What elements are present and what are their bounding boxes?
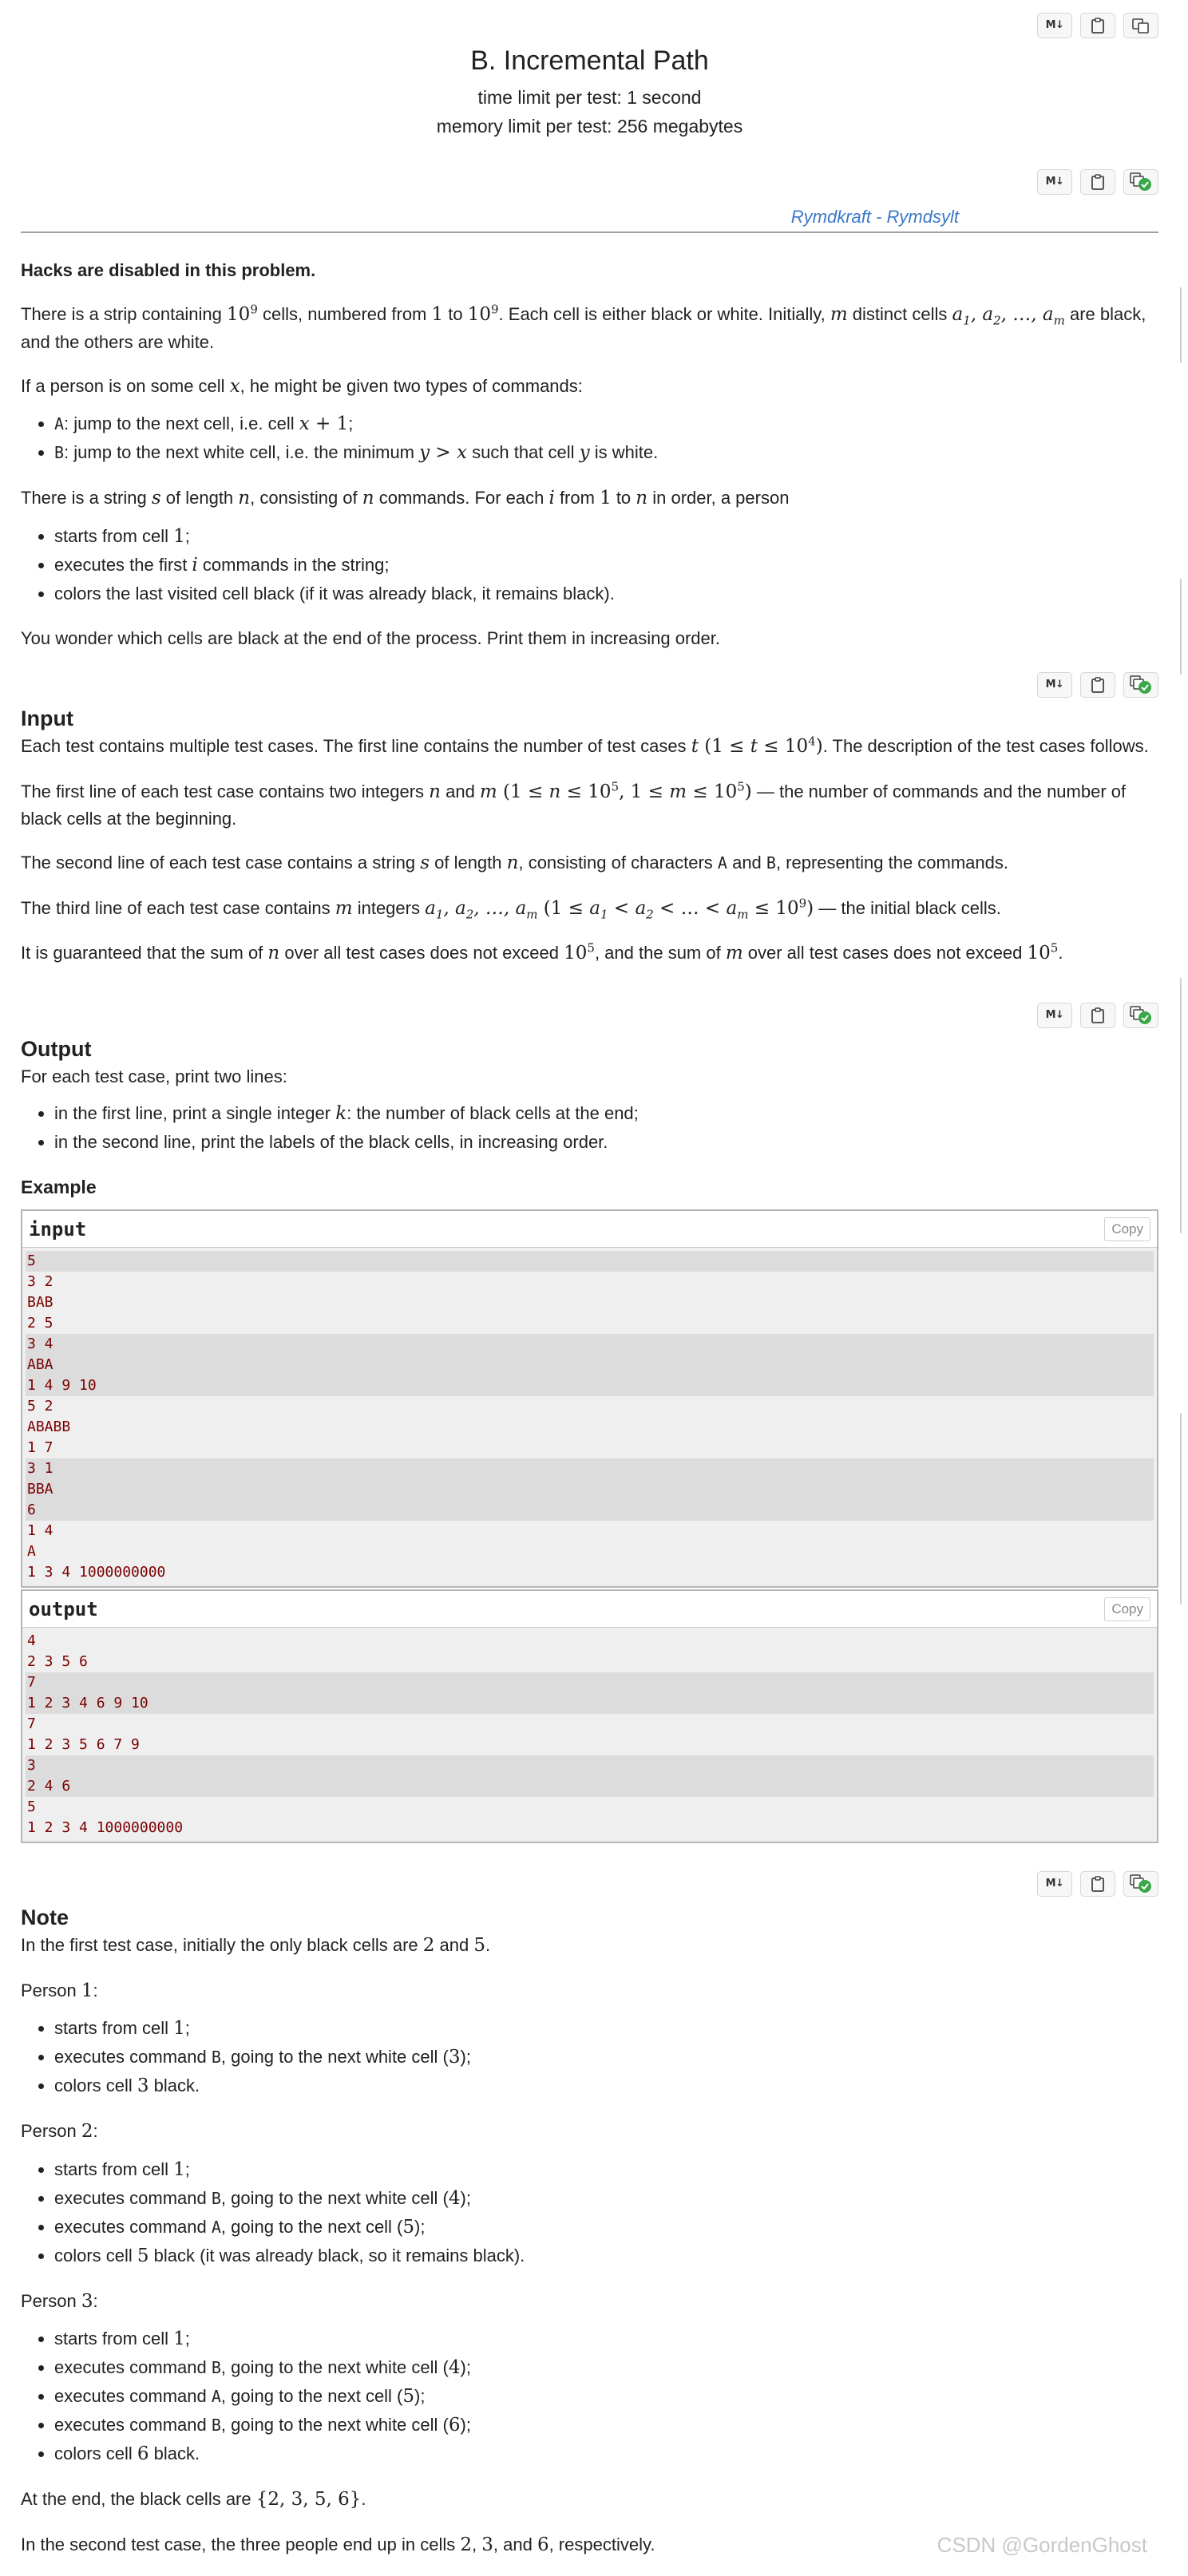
- list-item: • executes command A, going to the next cell (5);: [54, 2382, 1158, 2411]
- clipboard-icon: [1091, 677, 1105, 693]
- section-title: Note: [21, 1905, 69, 1929]
- output-line: 1 2 3 4 1000000000: [27, 1819, 184, 1836]
- list-item: • colors cell 6 black.: [54, 2439, 1158, 2468]
- right-edge-rule: [1180, 287, 1182, 363]
- example-input-header: [22, 1211, 1157, 1248]
- input-line: 6: [26, 1500, 1154, 1521]
- note-person: Person 3:: [21, 2290, 98, 2312]
- note-paragraph: At the end, the black cells are {2, 3, 5, 6}.: [21, 2489, 366, 2510]
- list-item: • starts from cell 1;: [54, 2014, 1158, 2043]
- clipboard-icon: [1091, 1876, 1105, 1892]
- list-item: • colors the last visited cell black (if it was already black, it remains black).: [54, 580, 1158, 607]
- example-input-lines: [22, 1248, 1157, 1586]
- hacks-note: Hacks are disabled in this problem.: [21, 260, 316, 280]
- list-item: • A: jump to the next cell, i.e. cell x + 1;: [54, 410, 1158, 438]
- header-toolbar: [1037, 13, 1158, 38]
- input-line: 1 4 9 10: [26, 1375, 1154, 1396]
- statement-body: [21, 257, 1158, 669]
- markdown-icon: M↓: [1045, 19, 1064, 32]
- status-button[interactable]: [1123, 169, 1158, 195]
- input-line: 3 2: [27, 1273, 53, 1290]
- list-item: • executes command B, going to the next white cell (6);: [54, 2411, 1158, 2439]
- input-line: 3 4: [26, 1334, 1154, 1355]
- problem-header: [21, 38, 1158, 140]
- input-paragraph: The first line of each test case contains two integers n and m ($1 \le n \le 10^5$, $1 \le m \le 10^5$) — the number of commands and the number of black cells at the beginning.: [21, 778, 1127, 829]
- list-item: • executes the first i commands in the string;: [54, 551, 1158, 580]
- clipboard-icon: [1091, 18, 1105, 34]
- command-list: [21, 410, 1158, 467]
- input-paragraph: Each test contains multiple test cases. The first line contains the number of test cases t $(1 \le t \le 10^4)$. The description of the test cases follows.: [21, 734, 1149, 757]
- list-item: • executes command B, going to the next white cell (4);: [54, 2353, 1158, 2382]
- output-line: 1 2 3 5 6 7 9: [27, 1736, 140, 1753]
- copy-output-button[interactable]: Copy: [1104, 1597, 1150, 1621]
- input-line: 1 3 4 1000000000: [27, 1564, 166, 1581]
- input-line: 1 4: [27, 1522, 53, 1539]
- output-list: [21, 1099, 1158, 1156]
- check-badge-icon: [1130, 1006, 1152, 1025]
- problem-title: B. Incremental Path: [470, 46, 709, 76]
- input-line: 1 7: [27, 1439, 53, 1456]
- right-edge-rule: [1180, 978, 1182, 1233]
- section-title: Output: [21, 1037, 92, 1061]
- status-button[interactable]: [1123, 1003, 1158, 1028]
- input-line: 2 5: [27, 1315, 53, 1332]
- input-line: 5 2: [27, 1398, 53, 1415]
- right-edge-rule: [1180, 1413, 1182, 1605]
- watermark: CSDN @GordenGhost: [937, 2533, 1147, 2557]
- output-line: 1 2 3 4 6 9 10: [26, 1693, 1154, 1714]
- clipboard-icon: [1091, 174, 1105, 190]
- input-section: [21, 704, 1158, 985]
- input-paragraph: The second line of each test case contains a string s of length n, consisting of characters A and B, representing the commands.: [21, 853, 1008, 873]
- input-line: ABABB: [27, 1419, 71, 1435]
- memory-limit: memory limit per test: 256 megabytes: [436, 116, 743, 137]
- output-section: [21, 1035, 1158, 1201]
- list-item: • starts from cell 1;: [54, 522, 1158, 551]
- list-item: • colors cell 5 black (it was already black, so it remains black).: [54, 2242, 1158, 2270]
- copy-clipboard-button[interactable]: [1080, 672, 1115, 698]
- right-edge-rule: [1180, 579, 1182, 675]
- statement-paragraph: There is a string s of length n, consisting of n commands. For each i from 1 to n in order, a person: [21, 488, 790, 508]
- example-output-lines: [22, 1628, 1157, 1842]
- output-line: 2 4 6: [26, 1776, 1154, 1797]
- markdown-button[interactable]: [1037, 1871, 1072, 1897]
- statement-paragraph: If a person is on some cell x, he might be given two types of commands:: [21, 375, 583, 397]
- copy-clipboard-button[interactable]: [1080, 1871, 1115, 1897]
- note-toolbar: [1037, 1871, 1158, 1897]
- output-line: 7: [26, 1672, 1154, 1693]
- list-item: • executes command B, going to the next white cell (3);: [54, 2043, 1158, 2071]
- output-line: 7: [27, 1715, 36, 1732]
- note-list: [21, 2014, 1158, 2100]
- list-item: • starts from cell 1;: [54, 2325, 1158, 2353]
- markdown-icon: M↓: [1045, 176, 1064, 188]
- list-item: • executes command A, going to the next cell (5);: [54, 2213, 1158, 2242]
- statement-toolbar: [1037, 169, 1158, 195]
- list-item: • colors cell 3 black.: [54, 2071, 1158, 2100]
- copy-input-button[interactable]: Copy: [1104, 1217, 1150, 1241]
- clipboard-icon: [1091, 1007, 1105, 1023]
- check-badge-icon: [1130, 1874, 1152, 1893]
- copy-clipboard-button[interactable]: [1080, 1003, 1115, 1028]
- markdown-button[interactable]: [1037, 1003, 1072, 1028]
- status-button[interactable]: [1123, 1871, 1158, 1897]
- input-paragraph: The third line of each test case contains m integers $a_1$, $a_2$, …, $a_m$ ($1 \le a_1 < a_2$ < … < $a_m \le 10^9$) — the initial black cells.: [21, 895, 1001, 922]
- time-limit: time limit per test: 1 second: [477, 87, 702, 108]
- problem-page: [21, 0, 1158, 2569]
- check-badge-icon: [1130, 675, 1152, 694]
- note-list: [21, 2325, 1158, 2468]
- output-line: 3: [26, 1755, 1154, 1776]
- list-item: • in the second line, print the labels of the black cells, in increasing order.: [54, 1128, 1158, 1156]
- statement-paragraph: You wonder which cells are black at the end of the process. Print them in increasing order.: [21, 627, 721, 648]
- list-item: • executes command B, going to the next white cell (4);: [54, 2184, 1158, 2213]
- markdown-icon: M↓: [1045, 679, 1064, 691]
- list-item: • B: jump to the next white cell, i.e. the minimum y > x such that cell y is white.: [54, 438, 1158, 467]
- input-line: BAB: [27, 1294, 53, 1311]
- translate-button[interactable]: [1123, 13, 1158, 38]
- output-line: 2 3 5 6: [27, 1653, 88, 1670]
- list-item: • in the first line, print a single integer k: the number of black cells at the end;: [54, 1099, 1158, 1128]
- example-output-box: [21, 1589, 1158, 1843]
- output-line: 5: [27, 1798, 36, 1815]
- input-paragraph: It is guaranteed that the sum of n over all test cases does not exceed $10^5$, and the sum of m over all test cases does not exceed $10^5$.: [21, 940, 1063, 964]
- statement-paragraph: There is a strip containing $10^9$ cells, numbered from 1 to $10^9$. Each cell is either black or white. Initially, m distinct cells $a_1$, $a_2$, …, $a_m$ are black, and the others are white.: [21, 302, 1146, 352]
- input-line: A: [27, 1543, 36, 1560]
- note-person: Person 2:: [21, 2121, 98, 2142]
- note-list: [21, 2155, 1158, 2270]
- note-paragraph: In the second test case, the three people end up in cells 2, 3, and 6, respectively.: [21, 2534, 655, 2555]
- example-input-title: input: [29, 1217, 87, 1241]
- section-title: Input: [21, 706, 73, 730]
- input-line: ABA: [26, 1355, 1154, 1375]
- example-label: Example: [21, 1177, 97, 1197]
- list-item: • starts from cell 1;: [54, 2155, 1158, 2184]
- output-toolbar: [1037, 1003, 1158, 1028]
- markdown-button[interactable]: [1037, 169, 1072, 195]
- example-input-box: [21, 1209, 1158, 1588]
- markdown-icon: M↓: [1045, 1009, 1064, 1022]
- note-person: Person 1:: [21, 1980, 98, 2001]
- input-line: BBA: [26, 1479, 1154, 1500]
- steps-list: [21, 522, 1158, 607]
- translate-icon: [1132, 18, 1150, 34]
- output-paragraph: For each test case, print two lines:: [21, 1066, 287, 1086]
- copy-clipboard-button[interactable]: [1080, 169, 1115, 195]
- example-output-title: output: [29, 1597, 98, 1620]
- status-button[interactable]: [1123, 672, 1158, 698]
- check-badge-icon: [1130, 172, 1152, 192]
- markdown-button[interactable]: [1037, 13, 1072, 38]
- note-paragraph: In the first test case, initially the only black cells are 2 and 5.: [21, 1935, 491, 1956]
- output-line: 4: [27, 1632, 36, 1649]
- header-divider: [21, 231, 1158, 233]
- copy-clipboard-button[interactable]: [1080, 13, 1115, 38]
- markdown-button[interactable]: [1037, 672, 1072, 698]
- markdown-icon: M↓: [1045, 1878, 1064, 1890]
- example-output-header: [22, 1591, 1157, 1628]
- note-section: [21, 1903, 1158, 2576]
- input-line: 5: [26, 1251, 1154, 1272]
- author-link[interactable]: Rymdkraft - Rymdsylt: [790, 207, 959, 227]
- input-line: 3 1: [26, 1458, 1154, 1479]
- input-toolbar: [1037, 672, 1158, 698]
